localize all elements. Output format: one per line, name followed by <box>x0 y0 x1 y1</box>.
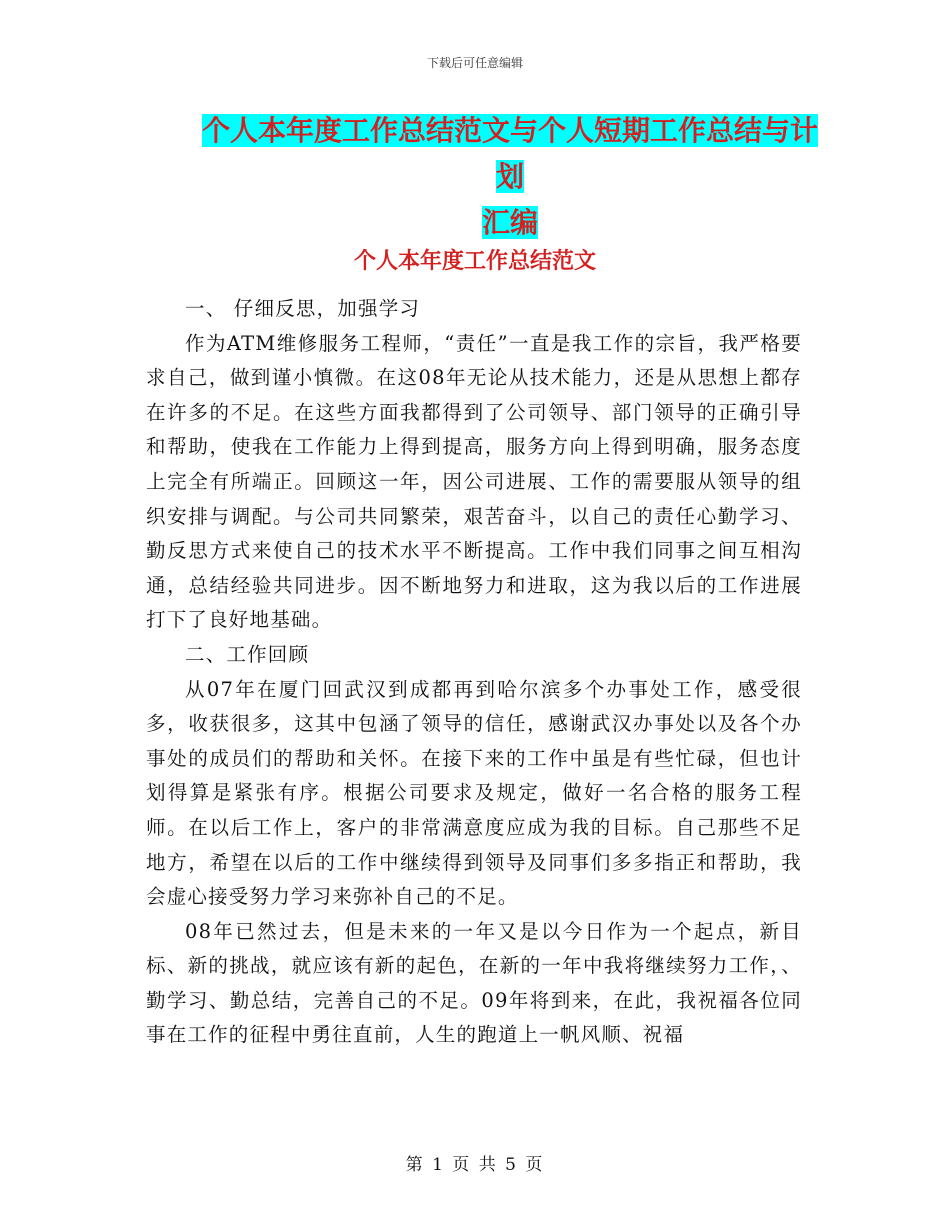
document-title-line-2: 汇编 <box>481 206 538 239</box>
document-title-line-1: 个人本年度工作总结范文与个人短期工作总结与计划 <box>201 114 818 193</box>
document-body <box>146 292 802 1053</box>
document-title <box>190 108 830 246</box>
page-number-footer: 第 1 页 共 5 页 <box>405 1155 545 1175</box>
section-title: 个人本年度工作总结范文 <box>353 248 596 274</box>
header-note: 下载后可任意编辑 <box>426 56 523 70</box>
subheading-2: 二、工作回顾 <box>185 642 310 666</box>
paragraph-1: 作为ATM维修服务工程师，“责任”一直是我工作的宗旨，我严格要求自己，做到谨小慎微。在这08年无论从技术能力，还是从思想上都存在许多的不足。在这些方面我都得到了公司领导、部门领导的正确引导和帮助，使我在工作能力上得到提高，服务方向上得到明确，服务态度上完全有所端正。回顾这一年，因公司进展、工作的需要服从领导的组织安排与调配。与公司共同繁荣，艰苦奋斗，以自己的责任心勤学习、勤反思方式来使自己的技术水平不断提高。工作中我们同事之间互相沟通，总结经验共同进步。因不断地努力和进取，这为我以后的工作进展打下了良好地基础。 <box>146 331 802 632</box>
subheading-1: 一、 仔细反思，加强学习 <box>185 297 421 320</box>
paragraph-2: 从07年在厦门回武汉到成都再到哈尔滨多个办事处工作，感受很多，收获很多，这其中包涵了领导的信任，感谢武汉办事处以及各个办事处的成员们的帮助和关怀。在接下来的工作中虽是有些忙碌，但也计划得算是紧张有序。根据公司要求及规定，做好一名合格的服务工程师。在以后工作上，客户的非常满意度应成为我的目标。自己那些不足地方，希望在以后的工作中继续得到领导及同事们多多指正和帮助，我会虚心接受努力学习来弥补自己的不足。 <box>146 677 802 909</box>
paragraph-3: 08年已然过去，但是未来的一年又是以今日作为一个起点，新目标、新的挑战，就应该有新的起色，在新的一年中我将继续努力工作，、勤学习、勤总结，完善自己的不足。09年将到来，在此，我祝福各位同事在工作的征程中勇往直前，人生的跑道上一帆风顺、祝福 <box>146 919 802 1047</box>
